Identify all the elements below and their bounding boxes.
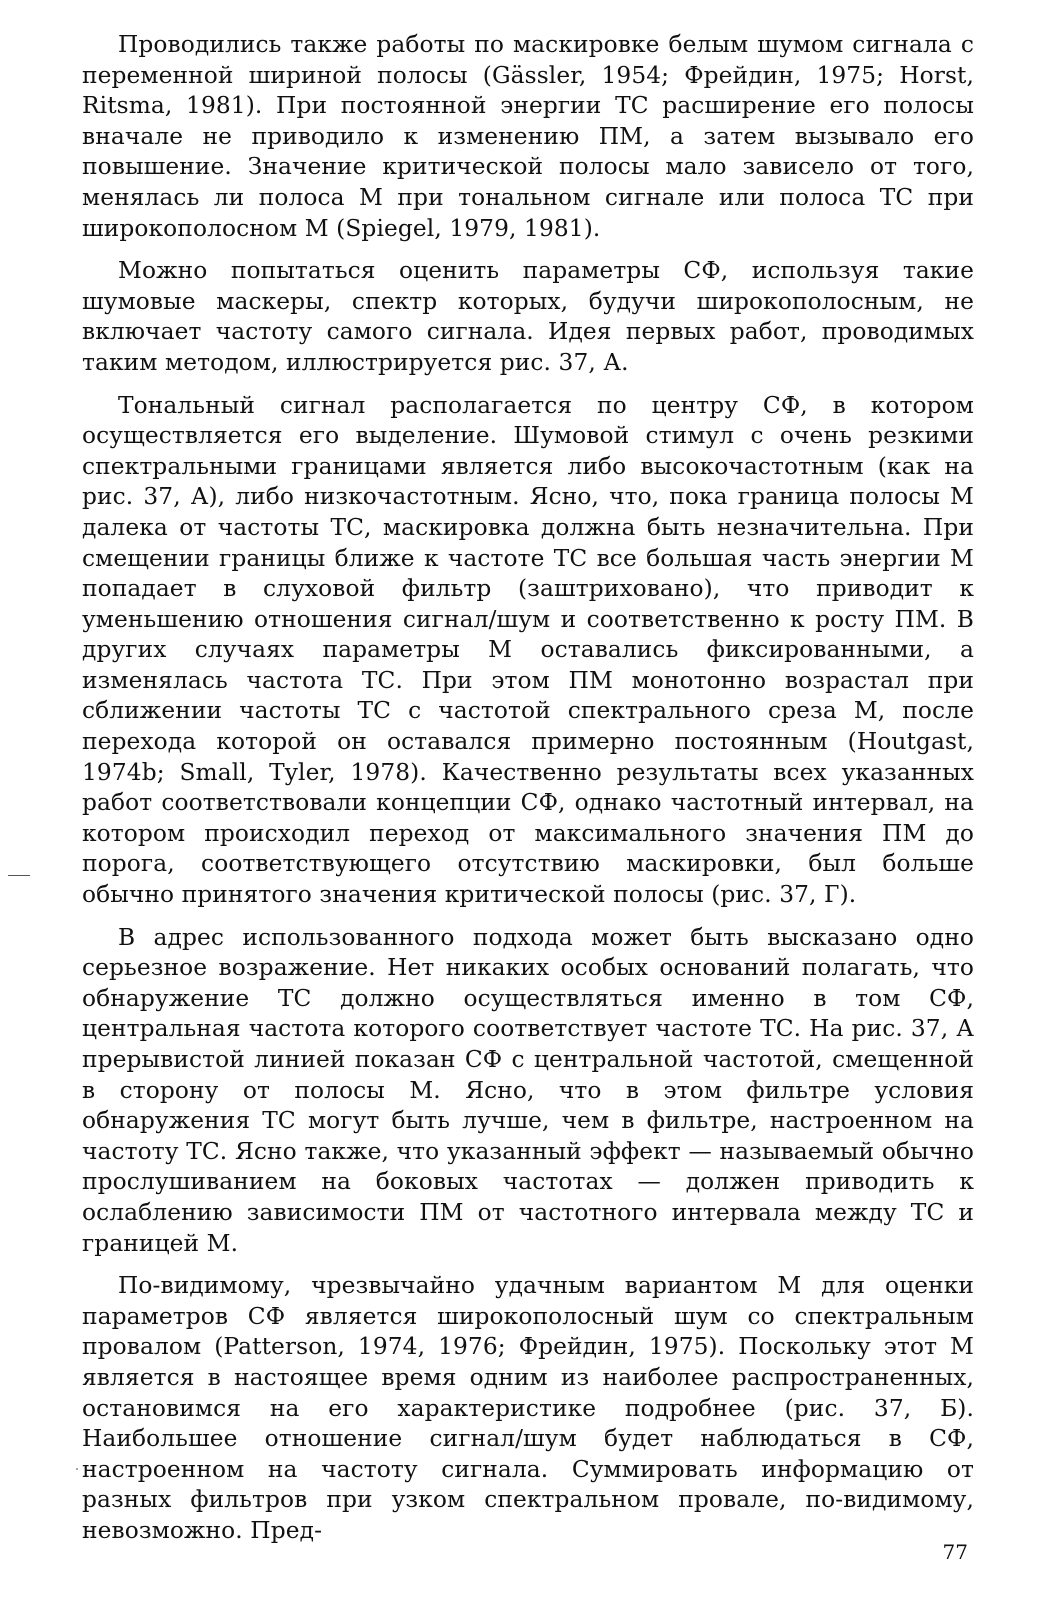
paragraph-4: В адрес использованного подхода может быть высказано одно серьезное возражение. Нет никаких особых оснований полагать, что обнаружение ТС должно осуществляться именно в том СФ, центральная частота которого соответствует частоте ТС. На рис. 37, А прерывистой линией показан СФ с центральной частотой, смещенной в сторону от полосы М. Ясно, что в этом фильтре условия обнаружения ТС могут быть лучше, чем в фильтре, настроенном на частоту ТС. Ясно также, что указанный эффект — называемый обычно прослушиванием на боковых частотах — должен приводить к ослаблению зависимости ПМ от частотного интервала между ТС и границей М. [82,923,974,1257]
paragraph-3: Тональный сигнал располагается по центру СФ, в котором осуществляется его выделение. Шумовой стимул с очень резкими спектральными границами является либо высокочастотным (как на рис. 37, А), либо низкочастотным. Ясно, что, пока граница полосы М далека от частоты ТС, маскировка должна быть незначительна. При смещении границы ближе к частоте ТС все большая часть энергии М попадает в слуховой фильтр (заштриховано), что приводит к уменьшению отношения сигнал/шум и соответственно к росту ПМ. В других случаях параметры М оставались фиксированными, а изменялась частота ТС. При этом ПМ монотонно возрастал при сближении частоты ТС с частотой спектрального среза М, после перехода которой он оставался примерно постоянным (Houtgast, 1974b; Small, Tyler, 1978). Качественно результаты всех указанных работ соответствовали концепции СФ, однако частотный интервал, на котором происходил переход от максимального значения ПМ до порога, соответствующего отсутствию маскировки, был больше обычно принятого значения критической полосы (рис. 37, Г). [82,391,974,909]
margin-dash-mark [8,875,30,876]
paragraph-5: По-видимому, чрезвычайно удачным вариантом М для оценки параметров СФ является широкополосный шум со спектральным провалом (Patterson, 1974, 1976; Фрейдин, 1975). Поскольку этот М является в настоящее время одним из наиболее распространенных, остановимся на его характеристике подробнее (рис. 37, Б). Наибольшее отношение сигнал/шум будет наблюдаться в СФ, настроенном на частоту сигнала. Суммировать информацию от разных фильтров при узком спектральном провале, по-видимому, невозможно. Пред- [82,1272,974,1544]
paragraph-1: Проводились также работы по маскировке белым шумом сигнала с переменной шириной полосы (Gässler, 1954; Фрейдин, 1975; Horst, Ritsma, 1981). При постоянной энергии ТС расширение его полосы вначале не приводило к изменению ПМ, а затем вызывало его повышение. Значение критической полосы мало зависело от того, менялась ли полоса М при тональном сигнале или полоса ТС при широкополосном М (Spiegel, 1979, 1981). [82,31,974,242]
page-body [82,30,974,1559]
paragraph-2: Можно попытаться оценить параметры СФ, используя такие шумовые маскеры, спектр которых, будучи широкополосным, не включает частоту самого сигнала. Идея первых работ, проводимых таким методом, иллюстрируется рис. 37, А. [82,257,974,376]
stray-dot-mark [76,1468,78,1470]
page-number: 77 [942,1540,968,1564]
